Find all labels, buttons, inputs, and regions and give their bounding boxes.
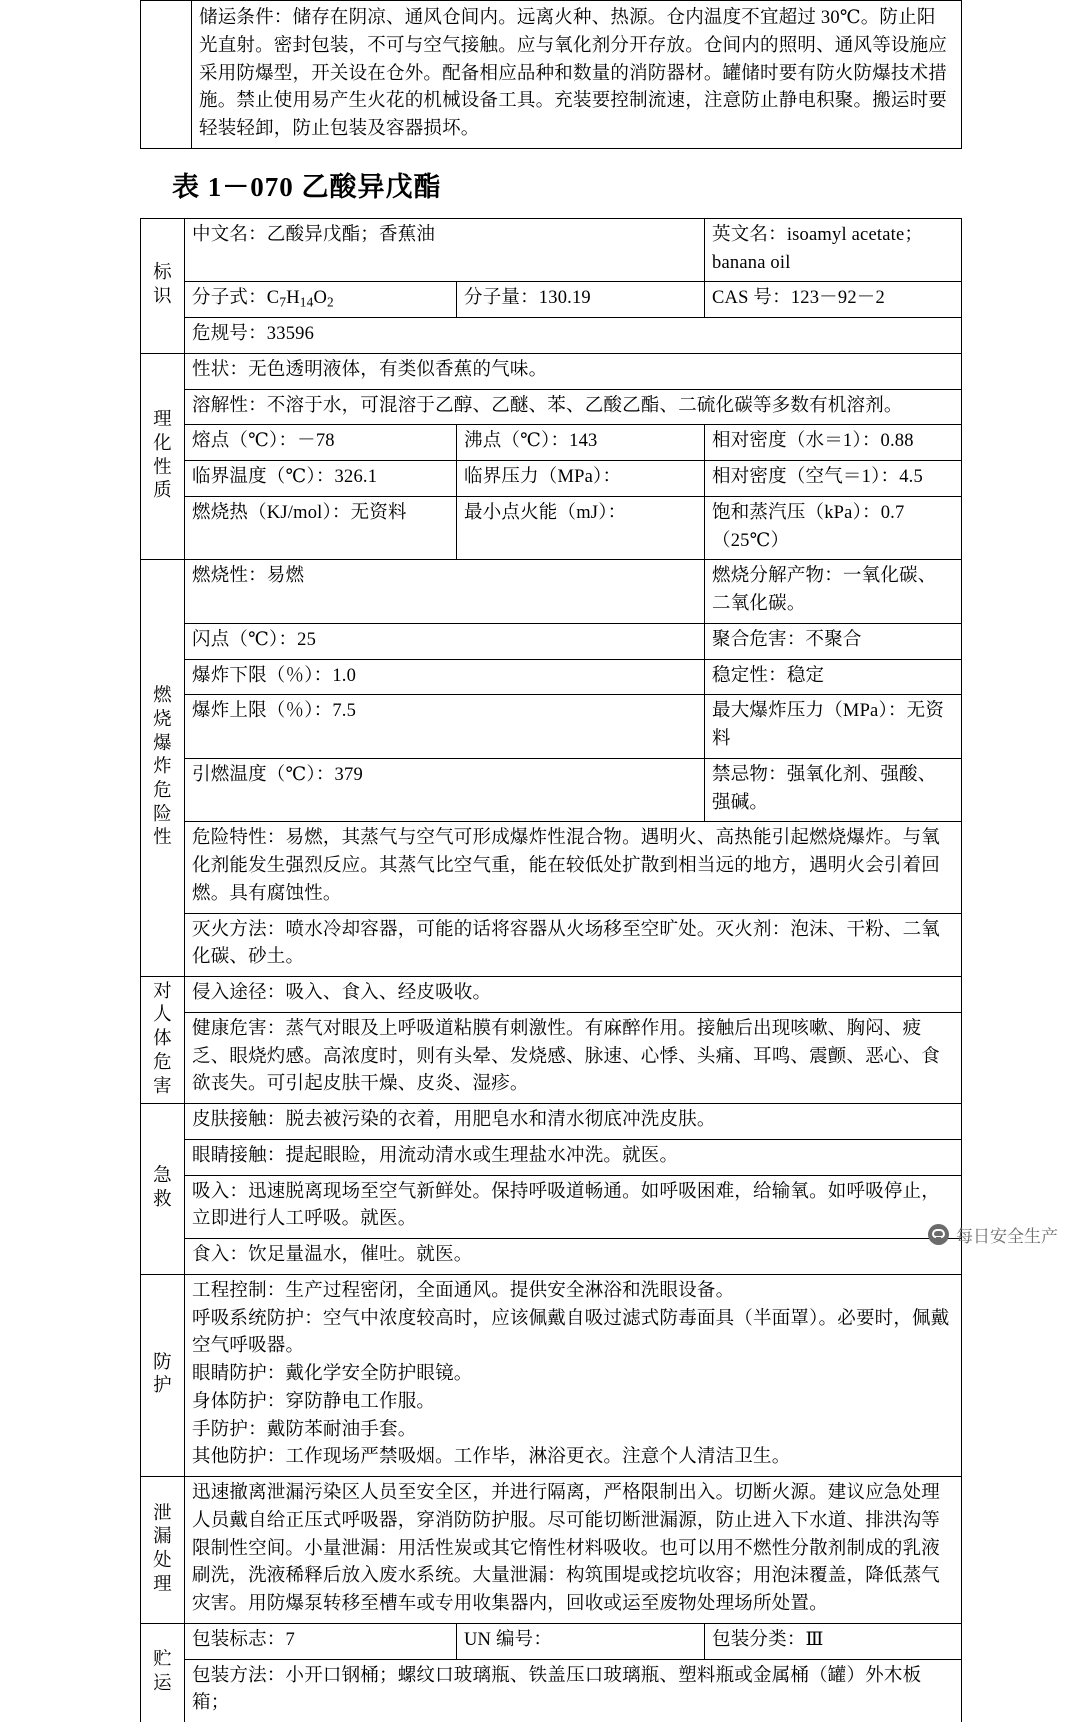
upper-explosion-limit-cell: 爆炸上限（％）：7.5 (185, 695, 705, 759)
flash-point-cell: 闪点（℃）：25 (185, 623, 705, 659)
substance-datasheet-table (140, 218, 962, 1722)
chinese-name-cell: 中文名：乙酸异戊酯；香蕉油 (185, 218, 705, 282)
table-row (141, 1175, 962, 1239)
solubility-cell: 溶解性：不溶于水，可混溶于乙醇、乙醚、苯、乙酸乙酯、二硫化碳等多数有机溶剂。 (185, 389, 962, 425)
appearance-cell: 性状：无色透明液体，有类似香蕉的气味。 (185, 353, 962, 389)
table-row (141, 695, 962, 759)
table-row (141, 1477, 962, 1624)
table-row (141, 389, 962, 425)
table-row (141, 318, 962, 354)
wechat-icon (928, 1224, 949, 1245)
incompatible-materials-cell: 禁忌物：强氧化剂、强酸、强碱。 (705, 758, 962, 822)
table-row (141, 659, 962, 695)
row-label-empty (141, 1, 192, 149)
section-label-fire: 燃 烧 爆 炸 危 险 性 (141, 560, 185, 977)
critical-temperature-cell: 临界温度（℃）：326.1 (185, 461, 457, 497)
packing-method-cell: 包装方法：小开口钢桶；螺纹口玻璃瓶、铁盖压口玻璃瓶、塑料瓶或金属桶（罐）外木板箱； (185, 1659, 962, 1722)
section-label-health: 对 人 体 危 害 (141, 977, 185, 1104)
flammability-cell: 燃烧性：易燃 (185, 560, 705, 624)
table-row (141, 1, 962, 149)
relative-density-water-cell: 相对密度（水＝1）：0.88 (705, 425, 962, 461)
ingestion-cell: 食入：饮足量温水，催吐。就医。 (185, 1239, 962, 1275)
table-row (141, 1659, 962, 1722)
cas-number-cell: CAS 号：123－92－2 (705, 282, 962, 318)
lower-explosion-limit-cell: 爆炸下限（％）：1.0 (185, 659, 705, 695)
section-label-protection: 防 护 (141, 1274, 185, 1476)
watermark-label: 每日安全生产 (956, 1227, 1058, 1246)
hand-protection-line: 手防护：戴防苯耐油手套。 (192, 1419, 417, 1440)
critical-pressure-cell: 临界压力（MPa）： (457, 461, 705, 497)
max-explosion-pressure-cell: 最大爆炸压力（MPa）：无资料 (705, 695, 962, 759)
health-hazard-cell: 健康危害：蒸气对眼及上呼吸道粘膜有刺激性。有麻醉作用。接触后出现咳嗽、胸闷、疲乏、眼烧灼感。高浓度时，则有头晕、发烧感、脉速、心悸、头痛、耳鸣、震颤、恶心、食欲丧失。可引起皮肤干燥、皮炎、湿疹。 (185, 1012, 962, 1103)
table-row (141, 218, 962, 282)
respiratory-protection-line: 呼吸系统防护：空气中浓度较高时，应该佩戴自吸过滤式防毒面具（半面罩）。必要时，佩戴空气呼吸器。 (192, 1308, 950, 1357)
polymerization-hazard-cell: 聚合危害：不聚合 (705, 623, 962, 659)
un-number-cell: UN 编号： (457, 1623, 705, 1659)
table-row (141, 822, 962, 913)
table-row (141, 913, 962, 977)
other-protection-line: 其他防护：工作现场严禁吸烟。工作毕，淋浴更衣。注意个人清洁卫生。 (192, 1447, 791, 1468)
exposure-route-cell: 侵入途径：吸入、食入、经皮吸收。 (185, 977, 962, 1013)
heat-of-combustion-cell: 燃烧热（KJ/mol）：无资料 (185, 496, 457, 560)
relative-density-air-cell: 相对密度（空气＝1）：4.5 (705, 461, 962, 497)
fire-fighting-cell: 灭火方法：喷水冷却容器，可能的话将容器从火场移至空旷处。灭火剂：泡沫、干粉、二氧化碳、砂土。 (185, 913, 962, 977)
storage-conditions-text: 储运条件：储存在阴凉、通风仓间内。远离火种、热源。仓内温度不宜超过 30℃。防止阳光直射。密封包装，不可与空气接触。应与氧化剂分开存放。仓间内的照明、通风等设施应采用防爆型，开关设在仓外。配备相应品种和数量的消防器材。罐储时要有防火防爆技术措施。禁止使用易产生火花的机械设备工具。充装要控制流速，注意防止静电积聚。搬运时要轻装轻卸，防止包装及容器损坏。 (192, 1, 962, 149)
section-label-physical: 理 化 性 质 (141, 353, 185, 560)
boiling-point-cell: 沸点（℃）：143 (457, 425, 705, 461)
stability-cell: 稳定性：稳定 (705, 659, 962, 695)
molecular-weight-cell: 分子量：130.19 (457, 282, 705, 318)
skin-contact-cell: 皮肤接触：脱去被污染的衣着，用肥皂水和清水彻底冲洗皮肤。 (185, 1104, 962, 1140)
english-name-cell: 英文名：isoamyl acetate；banana oil (705, 218, 962, 282)
table-row (141, 461, 962, 497)
table-row (141, 1012, 962, 1103)
watermark (928, 1222, 1058, 1247)
table-row (141, 1623, 962, 1659)
section-label-leakage: 泄 漏 处 理 (141, 1477, 185, 1624)
table-row (141, 623, 962, 659)
table-row (141, 758, 962, 822)
hazard-characteristics-cell: 危险特性：易燃，其蒸气与空气可形成爆炸性混合物。遇明火、高热能引起燃烧爆炸。与氧化剂能发生强烈反应。其蒸气比空气重，能在较低处扩散到相当远的地方，遇明火会引着回燃。具有腐蚀性。 (185, 822, 962, 913)
table-row (141, 353, 962, 389)
table-row (141, 496, 962, 560)
table-row (141, 425, 962, 461)
table-row (141, 282, 962, 318)
eye-protection-line: 眼睛防护：戴化学安全防护眼镜。 (192, 1364, 473, 1384)
packing-mark-cell: 包装标志：7 (185, 1623, 457, 1659)
table-row (141, 1104, 962, 1140)
inhalation-cell: 吸入：迅速脱离现场至空气新鲜处。保持呼吸道畅通。如呼吸困难，给输氧。如呼吸停止，立即进行人工呼吸。就医。 (185, 1175, 962, 1239)
ignition-temperature-cell: 引燃温度（℃）：379 (185, 758, 705, 822)
engineering-control-line: 工程控制：生产过程密闭，全面通风。提供安全淋浴和洗眼设备。 (192, 1280, 735, 1301)
protection-cell (185, 1274, 962, 1476)
hazard-number-cell: 危规号：33596 (185, 318, 962, 354)
section-label-firstaid: 急 救 (141, 1104, 185, 1275)
molecular-formula-cell: 分子式：$C_7H_{14}O_2$ (185, 282, 457, 318)
table-row (141, 1274, 962, 1476)
table-row (141, 1139, 962, 1175)
leakage-handling-cell: 迅速撤离泄漏污染区人员至安全区，并进行隔离，严格限制出入。切断火源。建议应急处理人员戴自给正压式呼吸器，穿消防防护服。尽可能切断泄漏源，防止进入下水道、排洪沟等限制性空间。小量泄漏：用活性炭或其它惰性材料吸收。也可以用不燃性分散剂制成的乳液刷洗，洗液稀释后放入废水系统。大量泄漏：构筑围堤或挖坑收容；用泡沫覆盖，降低蒸气灾害。用防爆泵转移至槽车或专用收集器内，回收或运至废物处理场所处置。 (185, 1477, 962, 1624)
melting-point-cell: 熔点（℃）：－78 (185, 425, 457, 461)
storage-conditions-table (140, 0, 962, 149)
packing-group-cell: 包装分类：Ⅲ (705, 1623, 962, 1659)
section-label-identification: 标识 (141, 218, 185, 353)
page-title: 表 1－070 乙酸异戊酯 (172, 171, 442, 202)
body-protection-line: 身体防护：穿防静电工作服。 (192, 1391, 436, 1412)
combustion-products-cell: 燃烧分解产物：一氧化碳、二氧化碳。 (705, 560, 962, 624)
table-row (141, 1239, 962, 1275)
table-row (141, 560, 962, 624)
min-ignition-energy-cell: 最小点火能（mJ）： (457, 496, 705, 560)
saturated-vapor-pressure-cell: 饱和蒸汽压（kPa）：0.7（25℃） (705, 496, 962, 560)
eye-contact-cell: 眼睛接触：提起眼睑，用流动清水或生理盐水冲洗。就医。 (185, 1139, 962, 1175)
section-label-storage: 贮 运 (141, 1623, 185, 1722)
table-row (141, 977, 962, 1013)
